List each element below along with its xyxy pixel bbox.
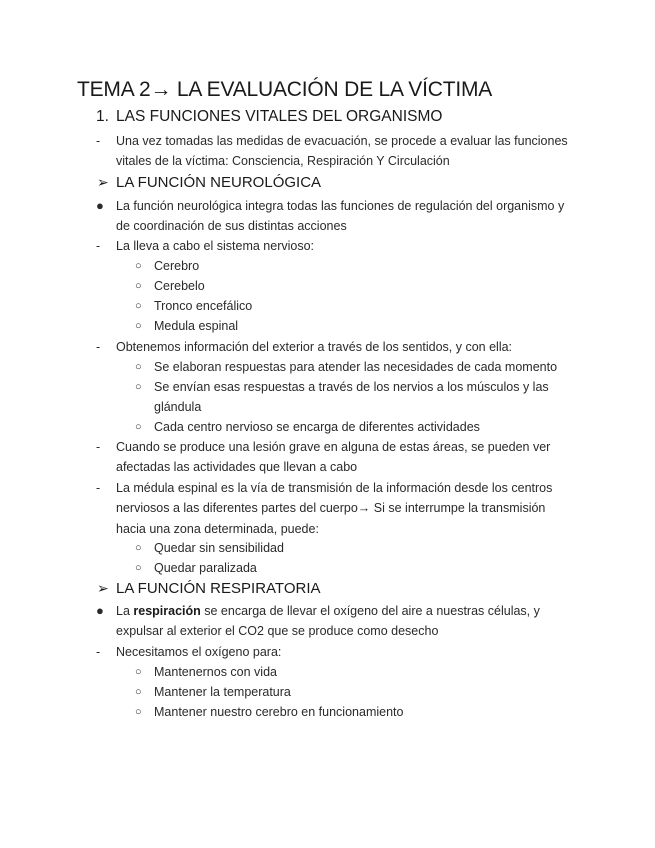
dash-marker: - bbox=[96, 440, 101, 454]
resp-bullet-bold: respiración bbox=[133, 604, 201, 618]
intro-text: Una vez tomadas las medidas de evacuación, se procede a evaluar las funciones vitales de la víctima: Consciencia, Respiración Y Circulación bbox=[116, 134, 568, 169]
section-respiratory-heading bbox=[97, 580, 321, 597]
list-item-text: Cerebro bbox=[154, 259, 200, 273]
circle-marker: ○ bbox=[135, 562, 142, 574]
list-item bbox=[135, 256, 585, 276]
list-item bbox=[135, 538, 585, 558]
circle-marker: ○ bbox=[135, 320, 142, 332]
neuro-dash-1-text: La lleva a cabo el sistema nervioso: bbox=[116, 239, 315, 253]
list-item bbox=[135, 377, 555, 418]
neuro-dash-4 bbox=[96, 478, 566, 539]
circle-marker: ○ bbox=[135, 686, 142, 698]
numbered-heading bbox=[96, 108, 442, 126]
arrow-marker: ➢ bbox=[97, 580, 109, 596]
list-item bbox=[135, 558, 585, 578]
arrow-marker: ➢ bbox=[97, 174, 109, 190]
list-item-text: Medula espinal bbox=[154, 319, 239, 333]
resp-dash-1 bbox=[96, 642, 576, 662]
list-item bbox=[135, 316, 585, 336]
resp-bullet-post: se encarga de llevar el oxígeno del aire a nuestras células, y expulsar al exterior el CO2 que se produce como desecho bbox=[116, 604, 540, 639]
list-item-text: Cerebelo bbox=[154, 279, 205, 293]
list-item-text: Se elaboran respuestas para atender las necesidades de cada momento bbox=[154, 360, 558, 374]
circle-marker: ○ bbox=[135, 361, 142, 373]
circle-marker: ○ bbox=[135, 542, 142, 554]
circle-marker: ○ bbox=[135, 421, 142, 433]
resp-dash-1-text: Necesitamos el oxígeno para: bbox=[116, 645, 282, 659]
list-item-text: Mantener nuestro cerebro en funcionamiento bbox=[154, 705, 404, 719]
heading-text: LAS FUNCIONES VITALES DEL ORGANISMO bbox=[116, 108, 443, 125]
dot-marker: ● bbox=[96, 198, 104, 213]
list-item-text: Mantener la temperatura bbox=[154, 685, 291, 699]
section-title: LA FUNCIÓN NEUROLÓGICA bbox=[116, 174, 322, 191]
dash-marker: - bbox=[96, 481, 101, 495]
list-item-text: Mantenernos con vida bbox=[154, 665, 277, 679]
section-neurological-heading bbox=[97, 174, 321, 191]
circle-marker: ○ bbox=[135, 706, 142, 718]
neuro-bullet-text: La función neurológica integra todas las funciones de regulación del organismo y de coordinación de sus distintas acciones bbox=[116, 199, 565, 234]
list-item bbox=[135, 296, 585, 316]
circle-marker: ○ bbox=[135, 300, 142, 312]
list-item-text: Quedar paralizada bbox=[154, 561, 257, 575]
neuro-dash-3-text: Cuando se produce una lesión grave en alguna de estas áreas, se pueden ver afectadas las actividades que llevan a cabo bbox=[116, 440, 551, 475]
circle-marker: ○ bbox=[135, 280, 142, 292]
section-title: LA FUNCIÓN RESPIRATORIA bbox=[116, 580, 321, 597]
dash-marker: - bbox=[96, 239, 101, 253]
page-title: TEMA 2→ LA EVALUACIÓN DE LA VÍCTIMA bbox=[77, 78, 493, 101]
dot-marker: ● bbox=[96, 603, 104, 618]
resp-bullet bbox=[96, 601, 576, 642]
dash-marker: - bbox=[96, 134, 101, 148]
list-item-text: Se envían esas respuestas a través de los nervios a los músculos y las glándula bbox=[154, 380, 549, 415]
list-item bbox=[135, 276, 585, 296]
neuro-bullet bbox=[96, 196, 576, 237]
list-item bbox=[135, 682, 585, 702]
list-item bbox=[135, 417, 585, 437]
neuro-dash-2-text: Obtenemos información del exterior a través de los sentidos, y con ella: bbox=[116, 340, 513, 354]
circle-marker: ○ bbox=[135, 381, 142, 393]
neuro-dash-1 bbox=[96, 236, 576, 256]
list-item bbox=[135, 702, 585, 722]
dash-marker: - bbox=[96, 340, 101, 354]
circle-marker: ○ bbox=[135, 666, 142, 678]
neuro-dash-3 bbox=[96, 437, 566, 478]
intro-item bbox=[96, 131, 576, 172]
neuro-dash-4-text: La médula espinal es la vía de transmisión de la información desde los centros nerviosos a las diferentes partes del cuerpo→ Si se interrumpe la transmisión hacia una zona determinada, puede: bbox=[116, 481, 553, 536]
list-item-text: Quedar sin sensibilidad bbox=[154, 541, 284, 555]
resp-bullet-pre: La bbox=[116, 604, 134, 618]
dash-marker: - bbox=[96, 645, 101, 659]
circle-marker: ○ bbox=[135, 260, 142, 272]
list-item-text: Tronco encefálico bbox=[154, 299, 253, 313]
resp-bullet-text bbox=[116, 601, 576, 642]
heading-number: 1. bbox=[96, 108, 109, 125]
list-item bbox=[135, 662, 585, 682]
neuro-dash-2 bbox=[96, 337, 576, 357]
list-item bbox=[135, 357, 585, 377]
list-item-text: Cada centro nervioso se encarga de diferentes actividades bbox=[154, 420, 480, 434]
